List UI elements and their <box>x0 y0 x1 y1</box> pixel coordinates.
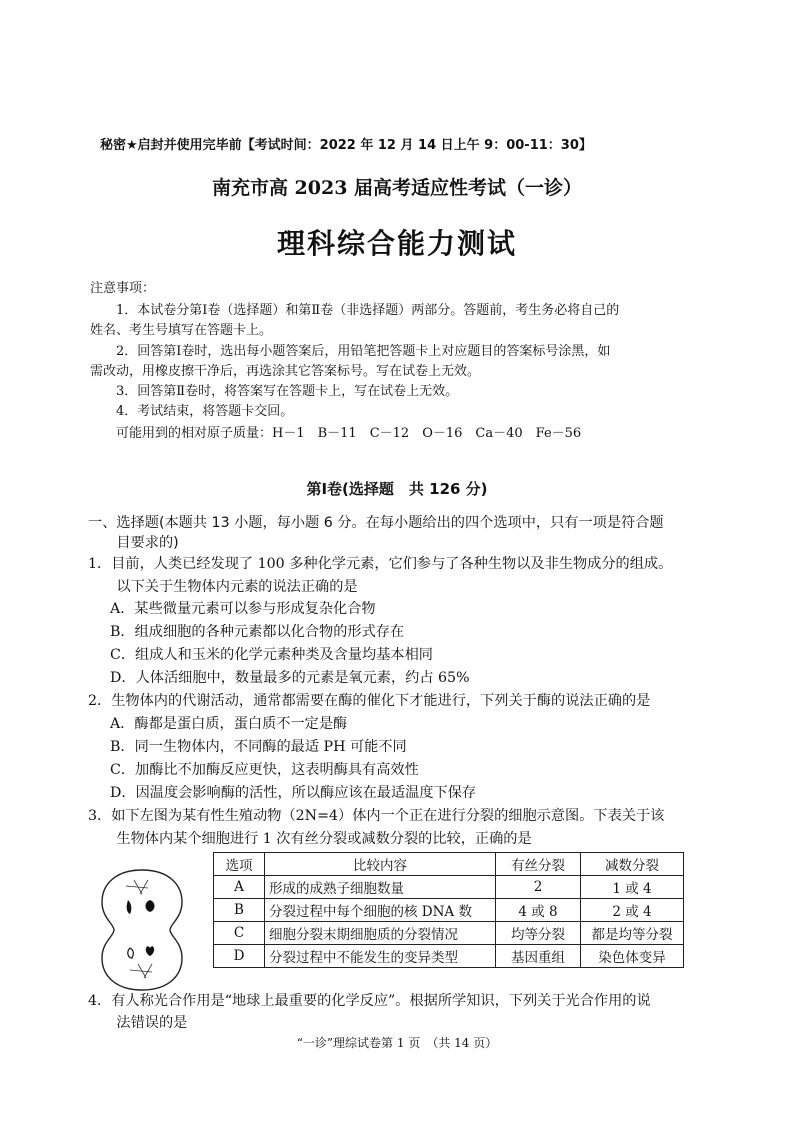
notice-title: 注意事项： <box>90 281 156 296</box>
exam-title: 南充市高 2023 届高考适应性考试（一诊） <box>211 177 583 199</box>
table-cell: 分裂过程中不能发生的变异类型 <box>265 945 496 968</box>
atomic-mass-line: 可能用到的相对原子质量：H－1 B－11 C－12 O－16 Ca－40 Fe－56 <box>90 426 582 441</box>
page-footer: “一诊”理综试卷第 1 页 （共 14 页） <box>296 1036 498 1050</box>
table-cell: 基因重组 <box>496 945 581 968</box>
notice-line: 4．考试结束，将答题卡交回。 <box>90 404 294 419</box>
question-3-stem: 生物体内某个细胞进行 1 次有丝分裂或减数分裂的比较，正确的是 <box>88 831 532 847</box>
dividing-cell-diagram <box>96 866 188 994</box>
notice-line: 姓名、考生号填写在答题卡上。 <box>90 323 273 338</box>
question-2-option-c: C．加酶比不加酶反应更快，这表明酶具有高效性 <box>110 762 419 778</box>
question-1-stem: 1．目前，人类已经发现了 100 多种化学元素，它们参与了各种生物以及非生物成分的组成。 <box>88 556 673 572</box>
table-row <box>214 945 684 968</box>
table-cell: 细胞分裂末期细胞质的分裂情况 <box>265 922 496 945</box>
table-cell: C <box>214 922 265 945</box>
question-2-option-b: B．同一生物体内，不同酶的最适 PH 可能不同 <box>110 739 407 755</box>
table-row <box>214 899 684 922</box>
question-1-option-d: D．人体活细胞中，数量最多的元素是氧元素，约占 65% <box>110 670 470 686</box>
table-cell: 都是均等分裂 <box>581 922 684 945</box>
table-cell: 2 <box>496 876 581 899</box>
question-1-option-c: C．组成人和玉米的化学元素种类及含量均基本相同 <box>110 647 433 663</box>
question-1-option-b: B．组成细胞的各种元素都以化合物的形式存在 <box>110 624 405 640</box>
question-4-stem: 法错误的是 <box>88 1015 188 1031</box>
question-2-option-a: A．酶都是蛋白质，蛋白质不一定是酶 <box>110 716 348 732</box>
table-header: 减数分裂 <box>581 853 684 876</box>
table-header: 比较内容 <box>265 853 496 876</box>
table-cell: 4 或 8 <box>496 899 581 922</box>
question-2-option-d: D．因温度会影响酶的活性，所以酶应该在最适温度下保存 <box>110 785 477 801</box>
comparison-table <box>213 852 684 968</box>
section-heading-cont: 目要求的) <box>88 535 179 551</box>
section-heading: 一、选择题(本题共 13 小题，每小题 6 分。在每小题给出的四个选项中，只有一项是符合题 <box>88 515 664 531</box>
table-cell: 形成的成熟子细胞数量 <box>265 876 496 899</box>
table-cell: 分裂过程中每个细胞的核 DNA 数 <box>265 899 496 922</box>
part1-title: 第Ⅰ卷(选择题 共 126 分) <box>306 480 488 498</box>
table-row <box>214 922 684 945</box>
notice-line: 1．本试卷分第Ⅰ卷（选择题）和第Ⅱ卷（非选择题）两部分。答题前，考生务必将自己的 <box>90 303 620 318</box>
question-2-stem: 2．生物体内的代谢活动，通常都需要在酶的催化下才能进行，下列关于酶的说法正确的是 <box>88 693 651 709</box>
table-cell: 1 或 4 <box>581 876 684 899</box>
subject-title: 理科综合能力测试 <box>276 227 517 260</box>
notice-line: 需改动，用橡皮擦干净后，再选涂其它答案标号。写在试卷上无效。 <box>90 364 481 379</box>
question-3-stem: 3．如下左图为某有性生殖动物（2N=4）体内一个正在进行分裂的细胞示意图。下表关于该 <box>88 808 665 824</box>
confidential-header: 秘密★启封并使用完毕前【考试时间：2022 年 12 月 14 日上午 9：00-11：30】 <box>100 138 592 153</box>
table-cell: 2 或 4 <box>581 899 684 922</box>
table-row <box>214 876 684 899</box>
table-cell: 染色体变异 <box>581 945 684 968</box>
notice-line: 2．回答第Ⅰ卷时，选出每小题答案后，用铅笔把答题卡上对应题目的答案标号涂黑，如 <box>90 344 611 359</box>
table-cell: B <box>214 899 265 922</box>
table-cell: A <box>214 876 265 899</box>
table-cell: D <box>214 945 265 968</box>
table-header-row <box>214 853 684 876</box>
question-4-stem: 4．有人称光合作用是“地球上最重要的化学反应”。根据所学知识，下列关于光合作用的说 <box>88 993 651 1009</box>
table-header: 有丝分裂 <box>496 853 581 876</box>
question-1-option-a: A．某些微量元素可以参与形成复杂化合物 <box>110 601 376 617</box>
table-header: 选项 <box>214 853 265 876</box>
table-cell: 均等分裂 <box>496 922 581 945</box>
notice-line: 3．回答第Ⅱ卷时，将答案写在答题卡上，写在试卷上无效。 <box>90 384 459 399</box>
question-1-stem: 以下关于生物体内元素的说法正确的是 <box>88 579 358 595</box>
